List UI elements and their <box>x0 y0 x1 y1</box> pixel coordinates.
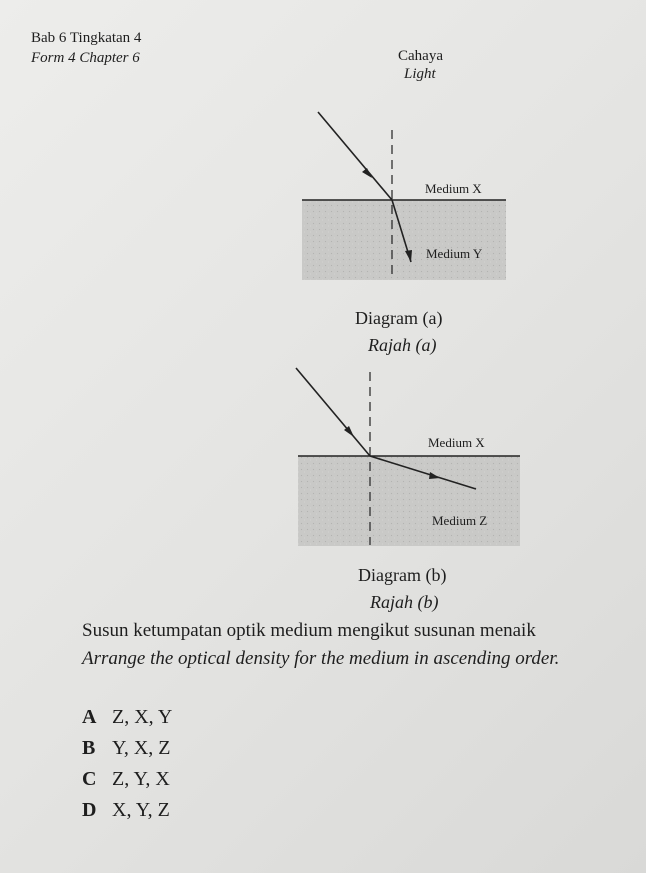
diagram-a-caption-english: Diagram (a) <box>355 308 443 328</box>
diagram-b-medium-x-label: Medium X <box>428 435 485 450</box>
option-text: Z, X, Y <box>112 706 173 728</box>
diagram-b-medium-z-label: Medium Z <box>432 513 488 528</box>
option-text: Z, Y, X <box>112 768 170 790</box>
option-letter: A <box>82 706 97 728</box>
option-c[interactable] <box>82 768 170 791</box>
diagram-b-caption-malay: Rajah (b) <box>370 592 439 612</box>
incident-arrow-a <box>362 168 372 178</box>
option-text: Y, X, Z <box>112 737 171 759</box>
option-b[interactable] <box>82 737 171 760</box>
option-letter: D <box>82 799 97 821</box>
option-letter: C <box>82 768 97 790</box>
incident-ray-b <box>296 368 370 456</box>
chapter-title-malay: Bab 6 Tingkatan 4 <box>31 30 142 46</box>
topic-title-english: Light <box>404 66 436 82</box>
chapter-title-english: Form 4 Chapter 6 <box>31 50 140 66</box>
option-text: X, Y, Z <box>112 799 170 821</box>
option-d[interactable] <box>82 799 170 822</box>
diagram-a-medium-x-label: Medium X <box>425 181 482 196</box>
diagram-a-caption-malay: Rajah (a) <box>368 335 437 355</box>
topic-title-malay: Cahaya <box>398 48 443 64</box>
question-text-english: Arrange the optical density for the medium in ascending order. <box>82 648 560 669</box>
medium-z-region <box>298 456 520 546</box>
diagram-a-medium-y-label: Medium Y <box>426 246 483 261</box>
option-a[interactable] <box>82 706 172 729</box>
diagram-b-caption-english: Diagram (b) <box>358 565 447 585</box>
question-text-malay: Susun ketumpatan optik medium mengikut susunan menaik <box>82 620 536 641</box>
option-letter: B <box>82 737 96 759</box>
incident-ray-a <box>318 112 392 200</box>
